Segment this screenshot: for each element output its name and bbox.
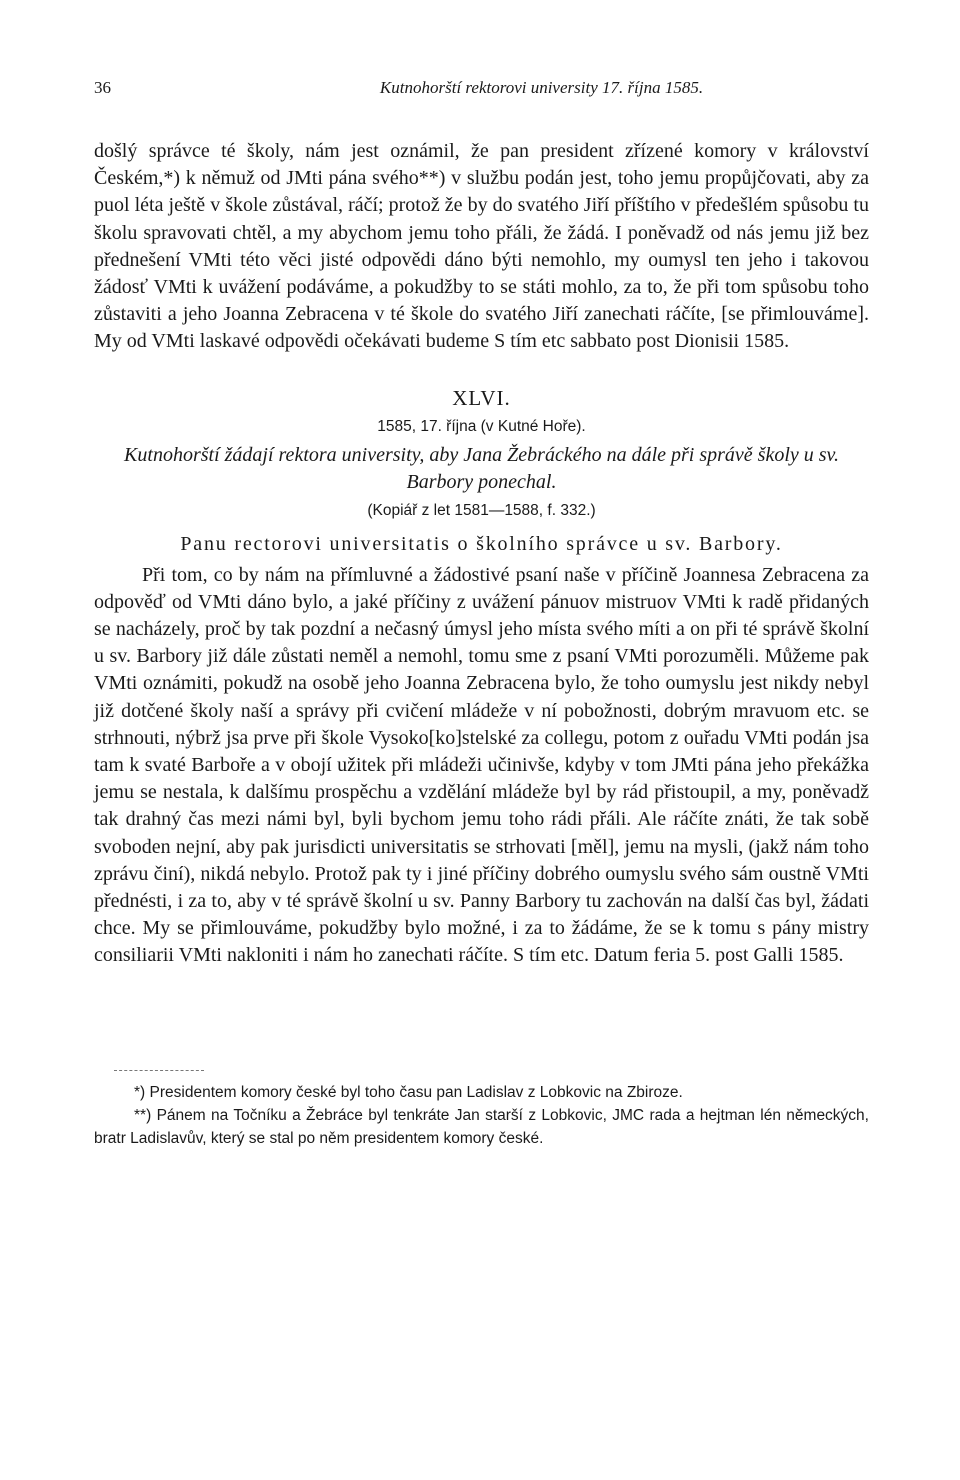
footnote-text: Presidentem komory české byl toho času pan Ladislav z Lobkovic na Zbiroze. [149, 1083, 683, 1101]
document-summary: Kutnohorští žádají rektora university, aby Jana Žebráckého na dále při správě školy u sv. Barbory ponechal. [124, 443, 839, 493]
document-body: Při tom, co by nám na přímluvné a žádostivé psaní naše v příčině Joannesa Zebracena za odpověď od VMti dáno bylo, a jaké příčiny z uvážení pánuov mistruov VMti k radě přidaných se nacházely, proč by tak pozdní a nečasný úmysl jeho místa svého míti a on při té správě školní u sv. Barbory již dále zůstati neměl a nemohl, tomu sme z psaní VMti porozuměli. Můžeme pak VMti oznámiti, pokudž na osobě jeho Joanna Zebracena bylo, že toho oumyslu jest nikdy nebyl již dotčené školy naší a správy při cvičení mládeže v ní pobožnosti, dobrým mravuom etc. se strhnouti, nýbrž jsa prve při škole Vysoko[ko]stelské za collegu, potom z ouřadu VMti podán jsa tam k svaté Barboře a v obojí užitek při mládeži učinivše, kdyby v tom JMti pána jeho překážka jemu se nestala, k dalšímu prospěchu a vzdělání mládeže byl by rád přistoupil, a my, poněvadž tak drahný čas mezi námi byl, byli bychom jemu toho rádi přáli. Ale ráčíte znáti, že tak sobě svoboden nejní, aby pak jurisdicti universitatis se strhovati [měl], jemu na mysli, (jakž nám toho zprávu činí), nikdá nebylo. Protož pak ty i jiné příčiny dobrého oumyslu svého sám oustně VMti přednésti, i za to, aby v té správě školní u sv. Panny Barbory tu zachován na další čas byl, žádati chce. My se přimlouváme, pokudžby bylo možné, i za to žádáme, že se k tomu s pány mistry consiliarii VMti nakloniti i nám ho zanechati ráčíte. S tím etc. Datum feria 5. post Galli 1585. [94, 563, 869, 967]
running-title: Kutnohorští rektorovi university 17. října 1585. [379, 78, 704, 97]
document-number: XLVI. [452, 385, 511, 410]
document-page [94, 78, 869, 1150]
running-head [94, 78, 869, 102]
footnote-text: Pánem na Točníku a Žebráce byl tenkráte Jan starší z Lobkovic, JMC rada a hejtman lén německých, bratr Ladislavův, který se stal po něm presidentem komory české. [94, 1106, 869, 1147]
footnote [94, 1081, 869, 1104]
document-source: (Kopiář z let 1581—1588, f. 332.) [367, 501, 596, 519]
footnote [94, 1104, 869, 1150]
footnote-mark: *) [134, 1083, 146, 1101]
footnote-mark: **) [134, 1106, 152, 1124]
continuation-paragraph: došlý správce té školy, nám jest oznámil, že pan president zřízené komory v království Českém,*) k němuž od JMti pána svého**) v službu podán jest, toho jemu propůjčovati, aby za puol léta ještě v škole zůstával, ráčí; protož že by do svatého Jiří příštího v předešlém spůsobu tu školu spravovati chtěl, a my abychom jemu toho přáli, že žádá. I poněvadž od nás jemu již bez přednešení VMti této věci jisté odpovědi dáno býti nemohlo, my oumysl ten jeho i takovou žádosť VMti k uvážení podáváme, a pokudžby to se státi mohlo, za to, že při tom spůsobu toho zůstaviti a jeho Joanna Zebracena v té škole do svatého Jiří zanechati ráčíte, [se přimlouváme]. My od VMti laskavé odpovědi očekávati budeme S tím etc sabbato post Dionisii 1585. [94, 140, 869, 353]
footnotes [94, 1081, 869, 1150]
document-address: Panu rectorovi universitatis o školního správce u sv. Barbory. [180, 532, 783, 555]
page-number: 36 [94, 78, 111, 97]
footnote-divider [114, 1070, 204, 1071]
document-date: 1585, 17. října (v Kutné Hoře). [377, 417, 586, 435]
